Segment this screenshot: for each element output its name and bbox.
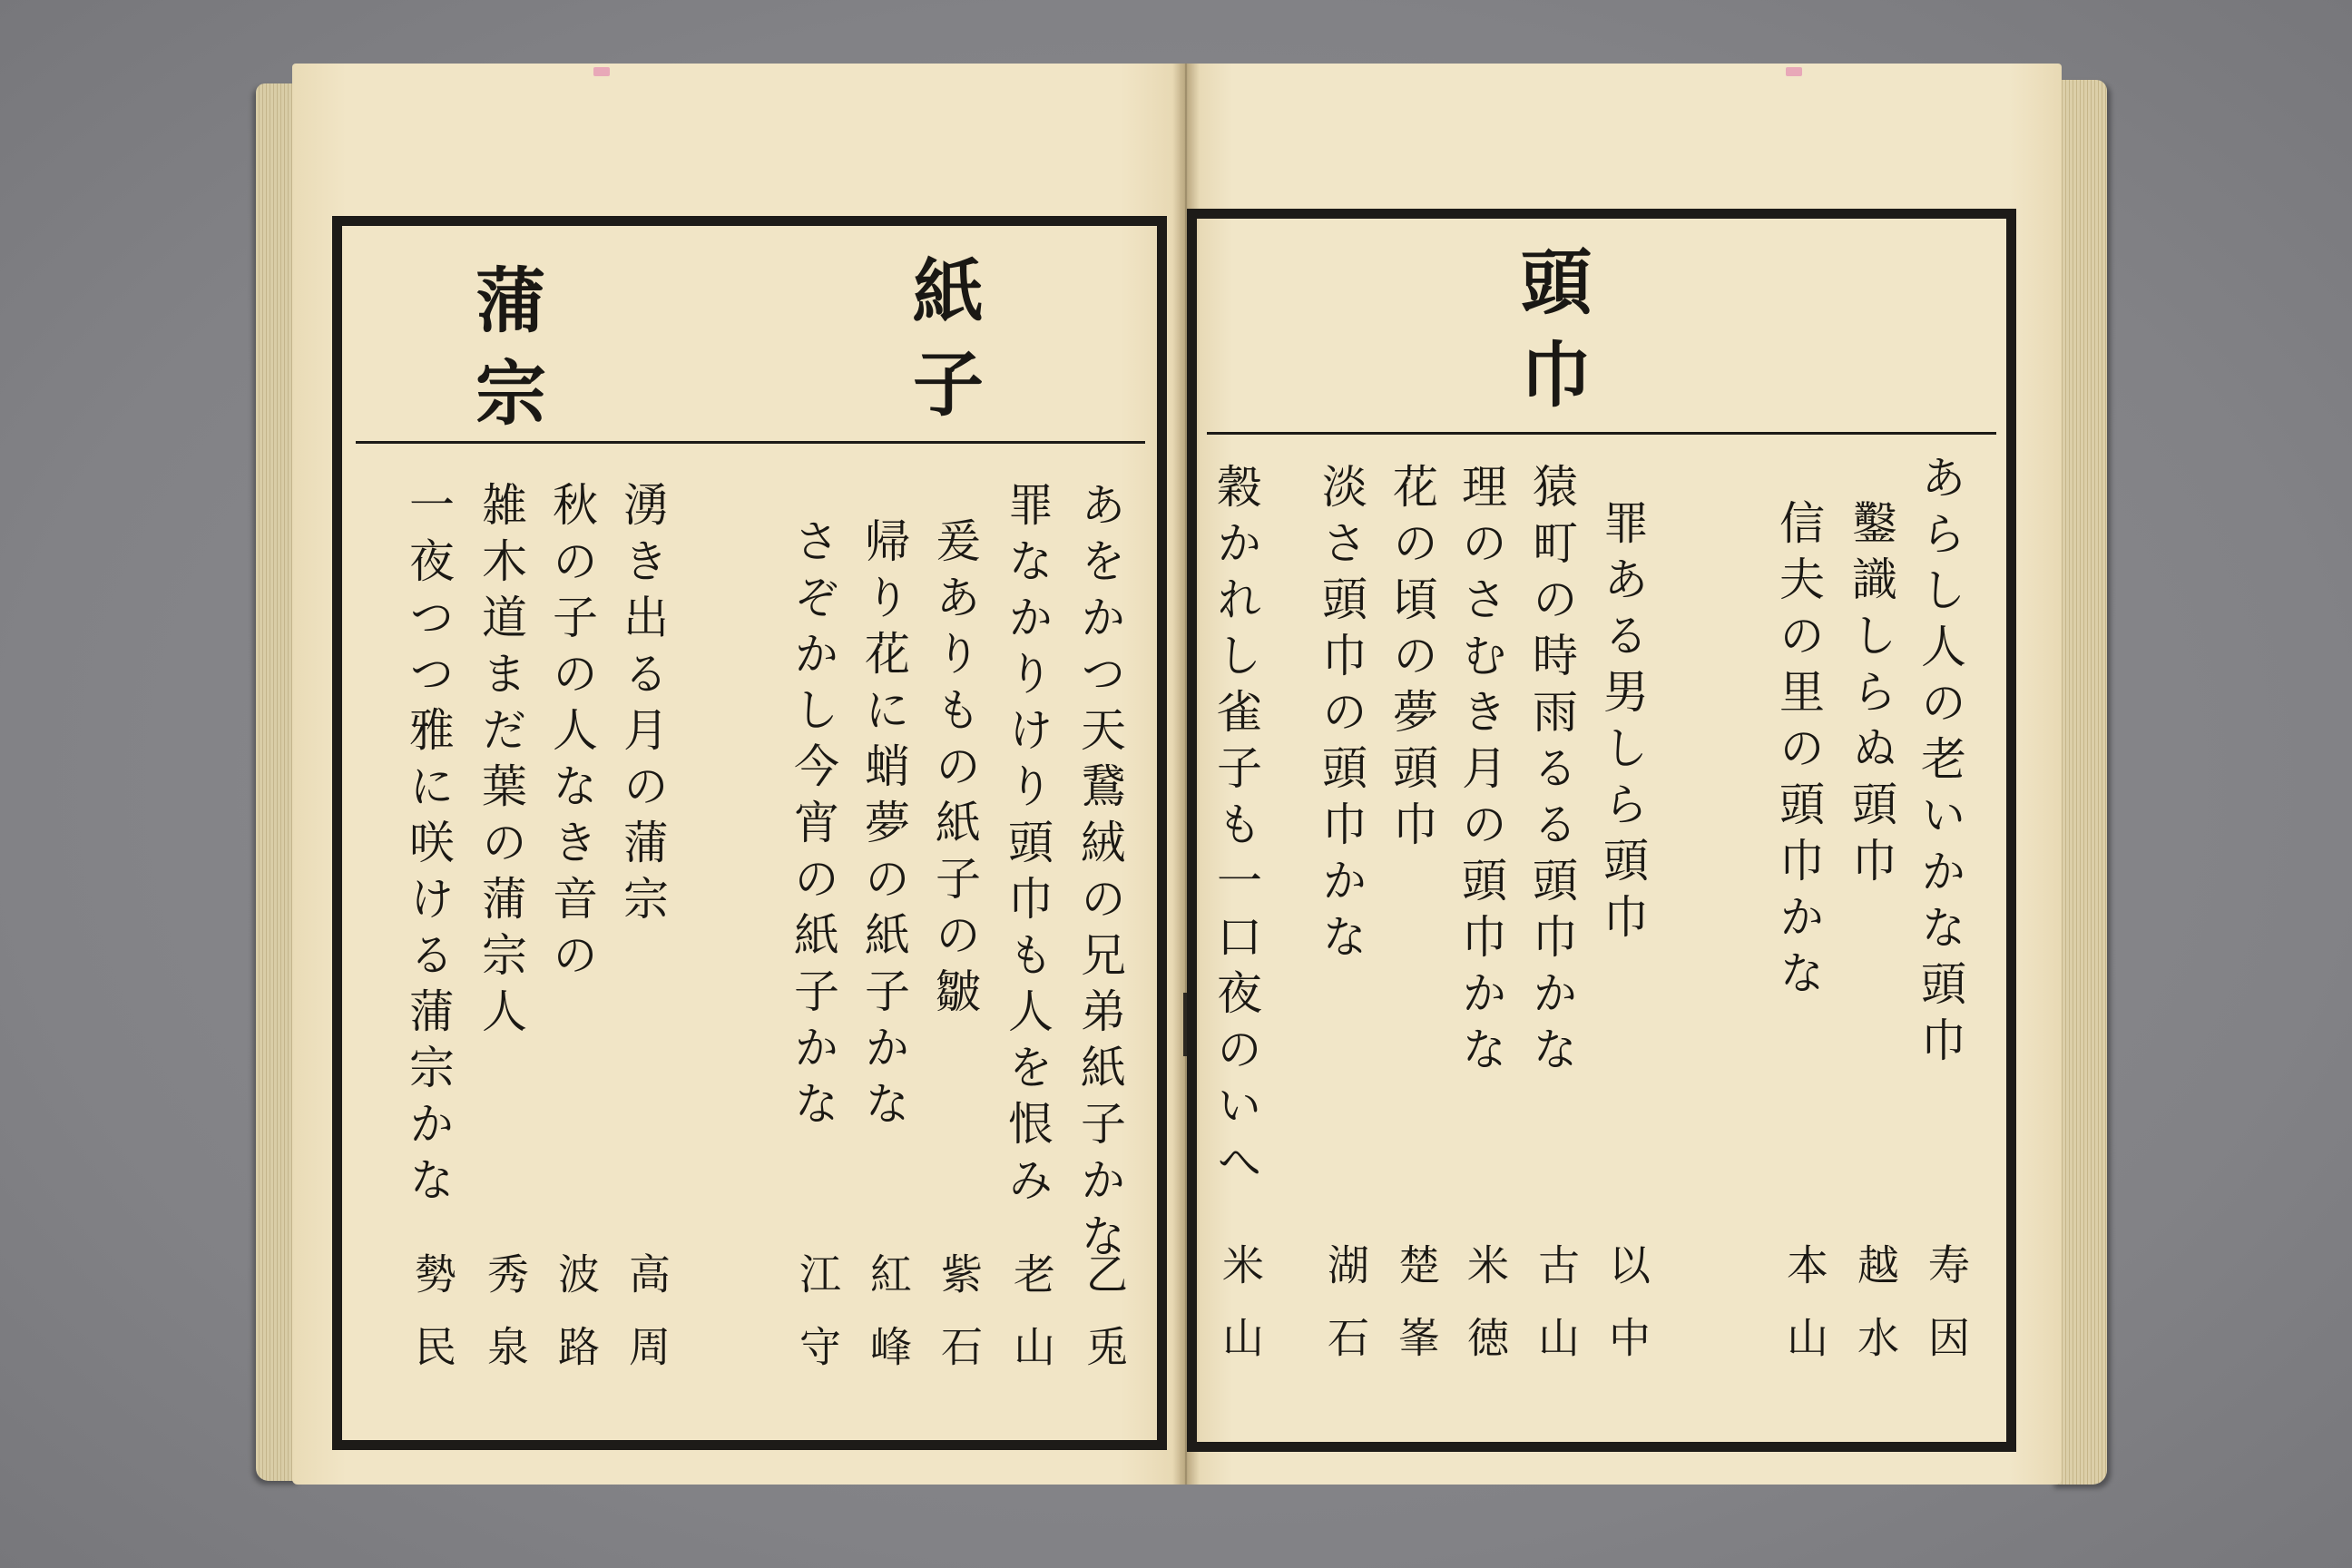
pink-bookmark-tab — [593, 67, 610, 76]
right-author-4: 以中 — [1602, 1243, 1651, 1388]
left-column-5: さぞかし今宵の紙子かな — [787, 517, 839, 1136]
left-author-7: 波路 — [552, 1252, 601, 1397]
left-column-7: 秋の子の人なき音の — [545, 481, 598, 987]
right-author-1: 寿因 — [1922, 1243, 1971, 1388]
right-author-3: 本山 — [1780, 1243, 1829, 1388]
left-column-8: 雑木道まだ葉の蒲宗人 — [475, 481, 527, 1044]
right-column-1: あらし人の老いかな頭巾 — [1914, 454, 1966, 1073]
left-title-shiko: 紙子 — [901, 254, 984, 439]
left-column-2: 罪なかりけり頭巾も人を恨み — [1001, 481, 1054, 1212]
right-column-3: 信夫の里の頭巾かな — [1772, 499, 1825, 1005]
right-column-5: 猿町の時雨るる頭巾かな — [1525, 463, 1578, 1082]
left-author-3: 紫石 — [935, 1252, 984, 1397]
left-column-4: 帰り花に蛸夢の紙子かな — [858, 517, 910, 1136]
left-author-5: 江守 — [793, 1252, 842, 1397]
right-author-7: 楚峯 — [1392, 1243, 1441, 1388]
right-author-2: 越水 — [1851, 1243, 1900, 1388]
right-author-5: 古山 — [1532, 1243, 1581, 1388]
right-title-zukin: 頭巾 — [1509, 245, 1592, 430]
left-author-8: 秀泉 — [481, 1252, 530, 1397]
right-author-6: 米徳 — [1461, 1243, 1510, 1388]
left-author-4: 紅峰 — [864, 1252, 913, 1397]
right-column-9: 穀かれし雀子も一口夜のいへ — [1210, 463, 1262, 1194]
left-author-2: 老山 — [1007, 1252, 1056, 1397]
right-column-6: 理のさむき月の頭巾かな — [1455, 463, 1507, 1082]
left-column-3: 爰ありもの紙子の皺 — [928, 517, 981, 1024]
left-column-6: 湧き出る月の蒲宗 — [616, 481, 669, 931]
right-column-8: 淡さ頭巾の頭巾かな — [1315, 463, 1367, 969]
right-column-2: 鑿識しらぬ頭巾 — [1845, 499, 1897, 893]
left-author-1: 乙兎 — [1080, 1252, 1129, 1397]
left-column-9: 一夜つつ雅に咲ける蒲宗かな — [402, 481, 455, 1212]
right-author-8: 湖石 — [1321, 1243, 1370, 1388]
right-column-7: 花の頃の夢頭巾 — [1386, 463, 1438, 857]
left-column-1: あをかつ天鵞絨の兄弟紙子かな — [1073, 481, 1126, 1269]
right-author-9: 米山 — [1216, 1243, 1265, 1388]
pink-bookmark-tab — [1786, 67, 1802, 76]
right-title-rule — [1207, 432, 1996, 435]
open-book — [256, 64, 2107, 1488]
left-author-9: 勢民 — [408, 1252, 457, 1397]
right-column-4: 罪ある男しら頭巾 — [1596, 499, 1649, 949]
left-author-6: 高周 — [622, 1252, 671, 1397]
left-title-hotaru: 蒲宗 — [464, 263, 546, 448]
